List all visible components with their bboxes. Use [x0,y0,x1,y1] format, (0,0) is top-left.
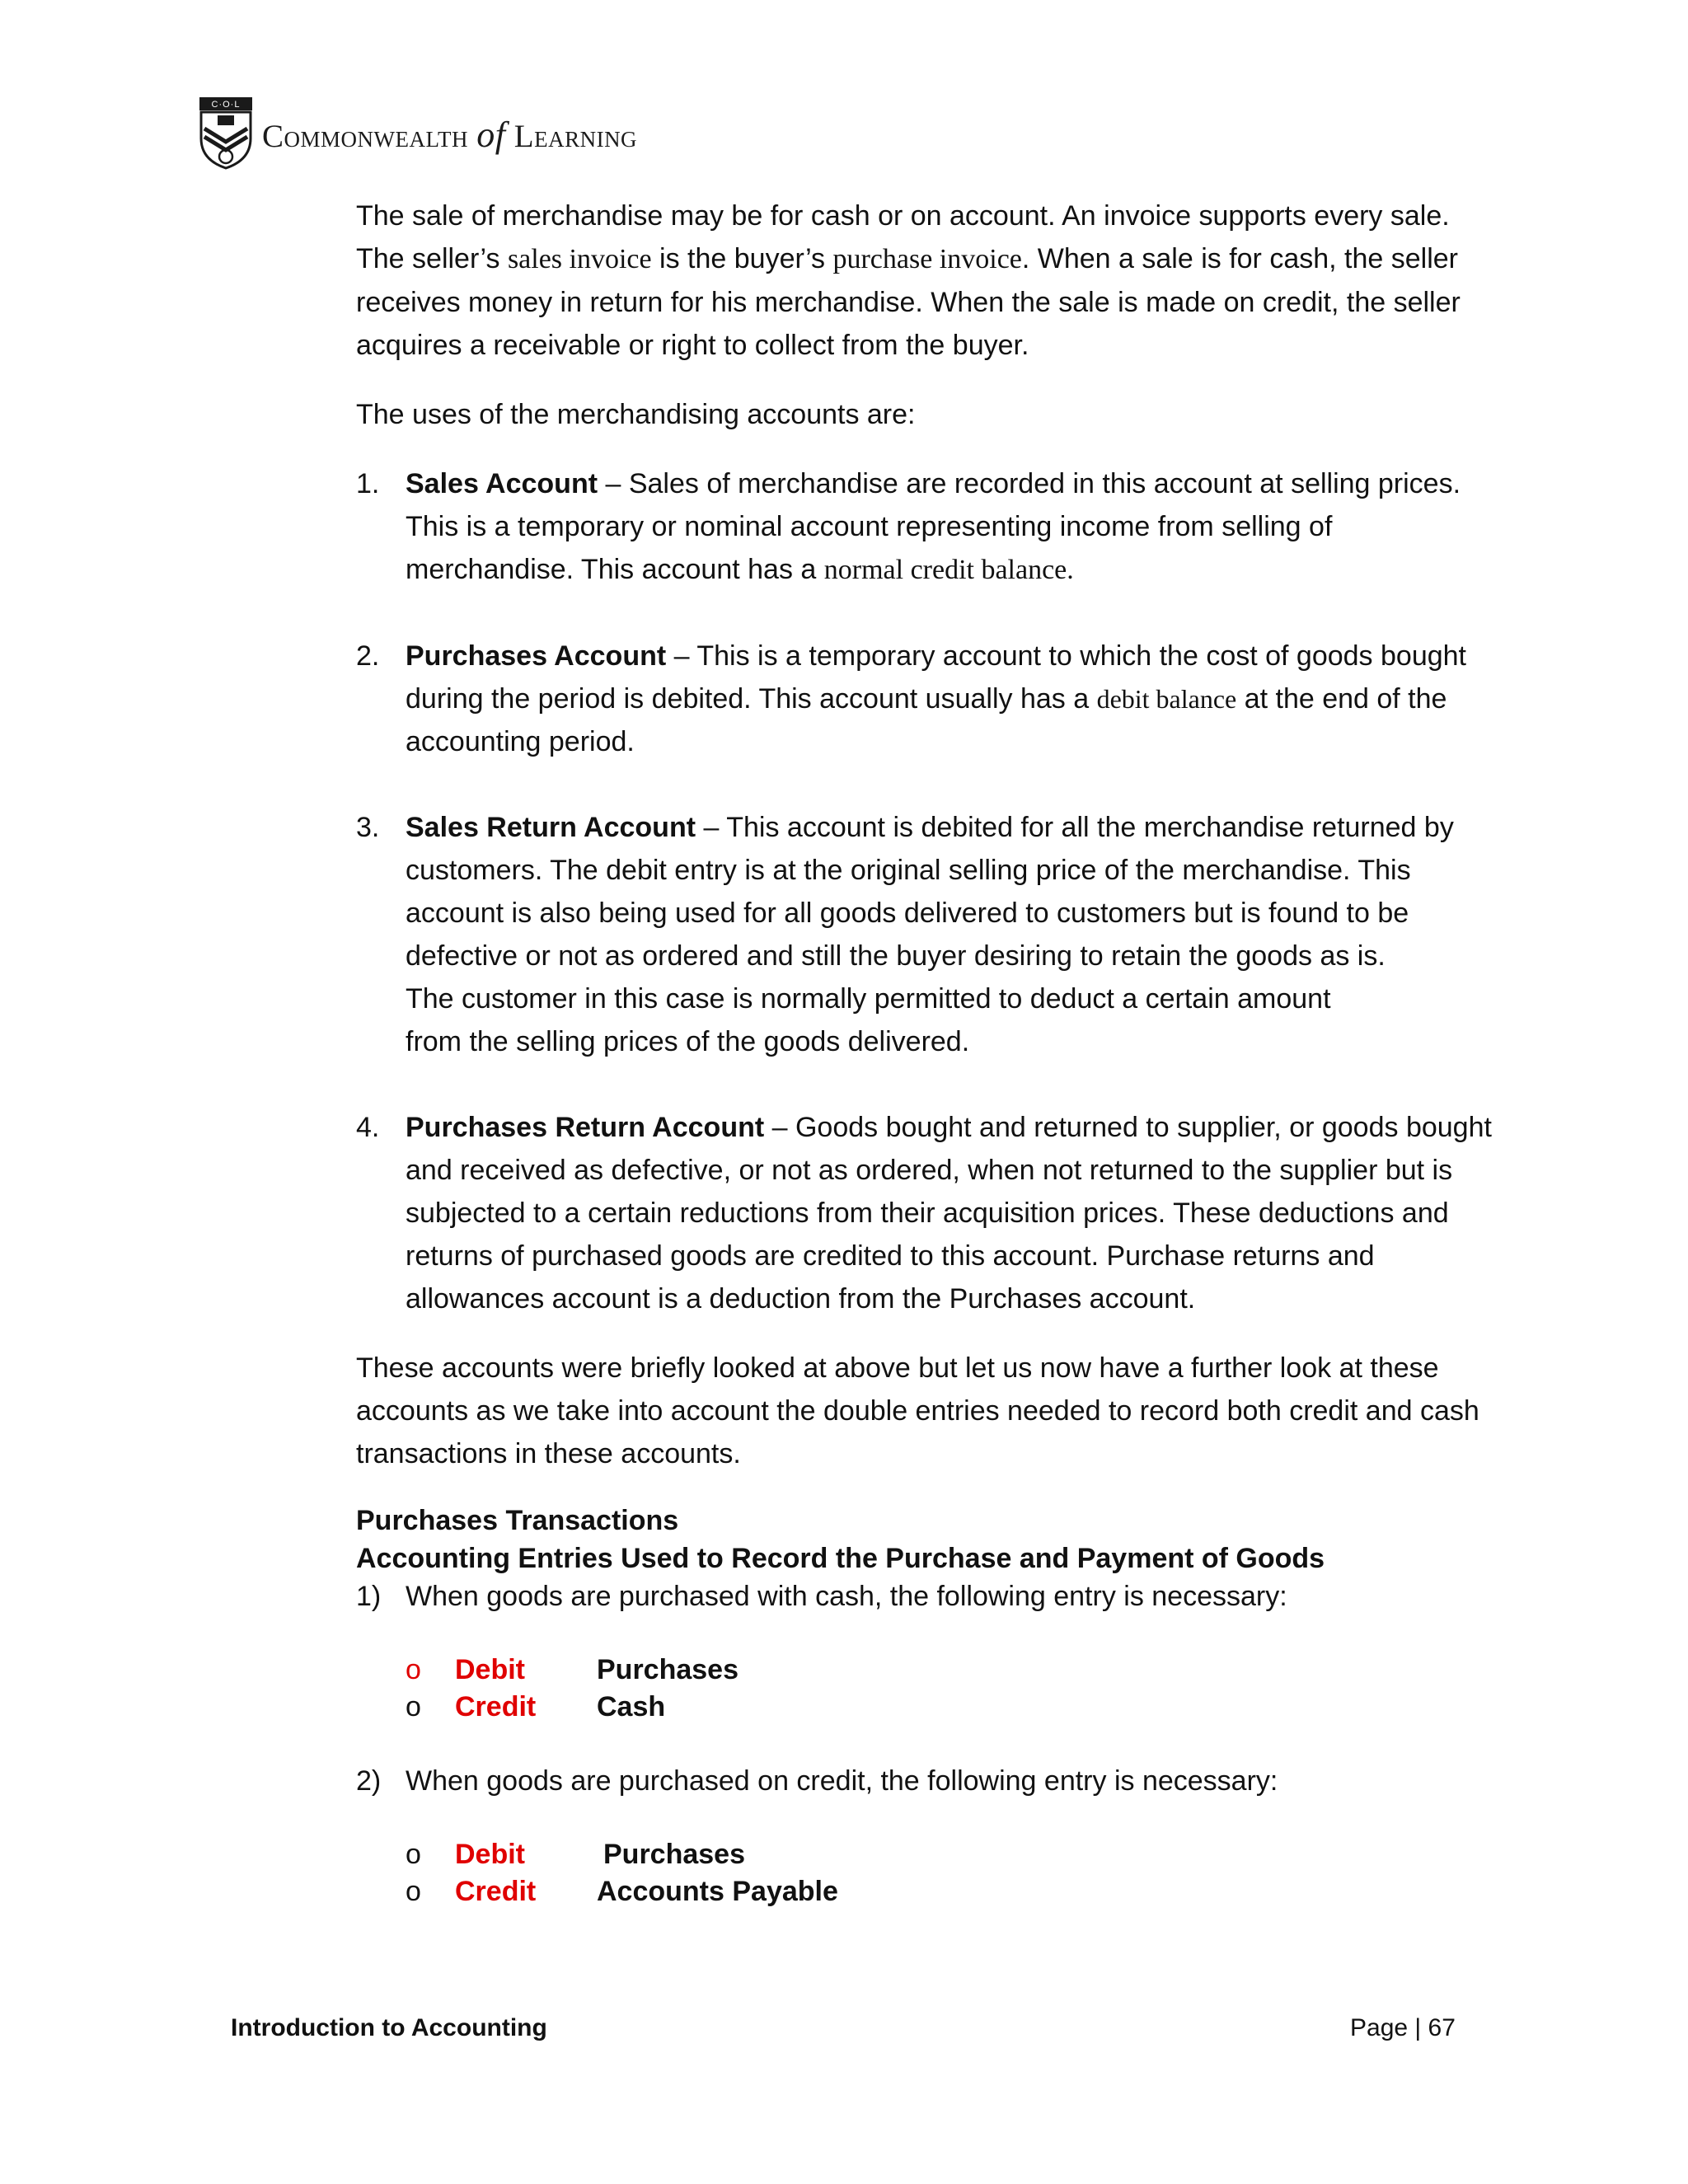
journal-entry-debit [406,1836,1493,1873]
journal-entries [406,1836,1493,1910]
circle-bullet-icon: o [406,1654,421,1685]
list-item [356,1106,1493,1320]
logo-badge: C·O·L [211,100,241,110]
account-title: Sales Return Account [406,812,696,843]
entry-type: Credit [455,1691,537,1722]
uses-intro: The uses of the merchandising accounts are: [356,399,916,430]
circle-bullet-icon: o [406,1839,421,1870]
list-number: 2. [356,640,380,672]
step-number: 2) [356,1765,382,1797]
entry-type: Debit [455,1654,525,1685]
entry-account: Cash [597,1691,666,1722]
footer-title: Introduction to Accounting [231,2014,547,2041]
intro-paragraph [356,194,1493,367]
journal-entry-credit [406,1873,1493,1910]
entry-type: Credit [455,1876,537,1907]
section-subheading: Accounting Entries Used to Record the Purchase and Payment of Goods [356,1543,1325,1574]
circle-bullet-icon: o [406,1876,421,1907]
shield-icon [198,96,254,170]
account-description: – This is a temporary account to which the cost of goods bought during the period is debited. This account usually has a [406,640,1466,715]
org-name-part2: Learning [513,119,638,154]
purchase-invoice-term: purchase invoice [832,244,1022,274]
account-description: – This account is debited for all the merchandise returned by customers. The debit entry is at the original selling price of the merchandise. This account is also being used for all goods delivered to customers but is found to be defective or not as ordered and still the buyer desiring to retain the goods as is. [406,812,1454,972]
page-number: Page | 67 [1350,2014,1456,2041]
intro-text-c: . When a sale is for cash, the seller receives money in return for his merchandise. When the sale is made on credit, the seller acquires a receivable or right to collect from the buyer. [356,243,1461,361]
entry-account: Purchases [597,1654,738,1685]
journal-entry-credit [406,1689,1493,1726]
account-description-line2: The customer in this case is normally permitted to deduct a certain amount [406,983,1331,1015]
account-description: – Goods bought and returned to supplier, or goods bought and received as defective, or not as ordered, when not returned to the supplier but is subjected to a certain reductions from their acquisition prices. These deductions and returns of purchased goods are credited to this account. Purchase returns and allowances account is a deduction from the Purchases account. [406,1112,1492,1315]
closing-paragraph: These accounts were briefly looked at above but let us now have a further look at these accounts as we take into account the double entries needed to record both credit and cash transactions in these accounts. [356,1352,1479,1469]
account-title: Sales Account [406,468,598,499]
org-name-of: of [476,115,506,155]
page-content [356,194,1493,1947]
journal-entry-debit [406,1652,1493,1689]
entry-type: Debit [455,1839,525,1870]
list-number: 1. [356,468,380,499]
account-description: – Sales of merchandise are recorded in this account at selling prices. This is a temporary or nominal account representing income from selling of merchandise. This account has a [406,468,1461,585]
list-item [356,635,1493,763]
entry-account: Accounts Payable [597,1876,838,1907]
circle-bullet-icon: o [406,1691,421,1722]
journal-entries [406,1652,1493,1726]
list-item [356,806,1493,1063]
section-heading: Purchases Transactions [356,1505,679,1536]
list-number: 4. [356,1112,380,1143]
org-name-part1: Commonwealth [262,119,469,154]
entry-step [356,1577,1493,1615]
step-number: 1) [356,1581,382,1612]
accounts-list [356,462,1493,1320]
intro-text-a: The sale of merchandise may be for cash or on account. An invoice supports every sale. The seller’s [356,200,1450,274]
entry-step [356,1762,1493,1800]
intro-text-b: is the buyer’s [651,243,833,274]
account-title: Purchases Account [406,640,667,672]
sales-invoice-term: sales invoice [507,244,652,274]
list-number: 3. [356,812,380,843]
account-description-line3: from the selling prices of the goods delivered. [406,1026,970,1057]
list-item [356,462,1493,592]
step-text: When goods are purchased with cash, the following entry is necessary: [406,1581,1287,1612]
account-description-after: at the end of the accounting period. [406,683,1447,757]
entry-account: Purchases [603,1839,745,1870]
step-text: When goods are purchased on credit, the following entry is necessary: [406,1765,1278,1797]
account-title: Purchases Return Account [406,1112,765,1143]
org-name [262,114,637,156]
account-emphasis: normal credit balance. [823,555,1074,585]
account-emphasis: debit balance [1096,684,1237,714]
